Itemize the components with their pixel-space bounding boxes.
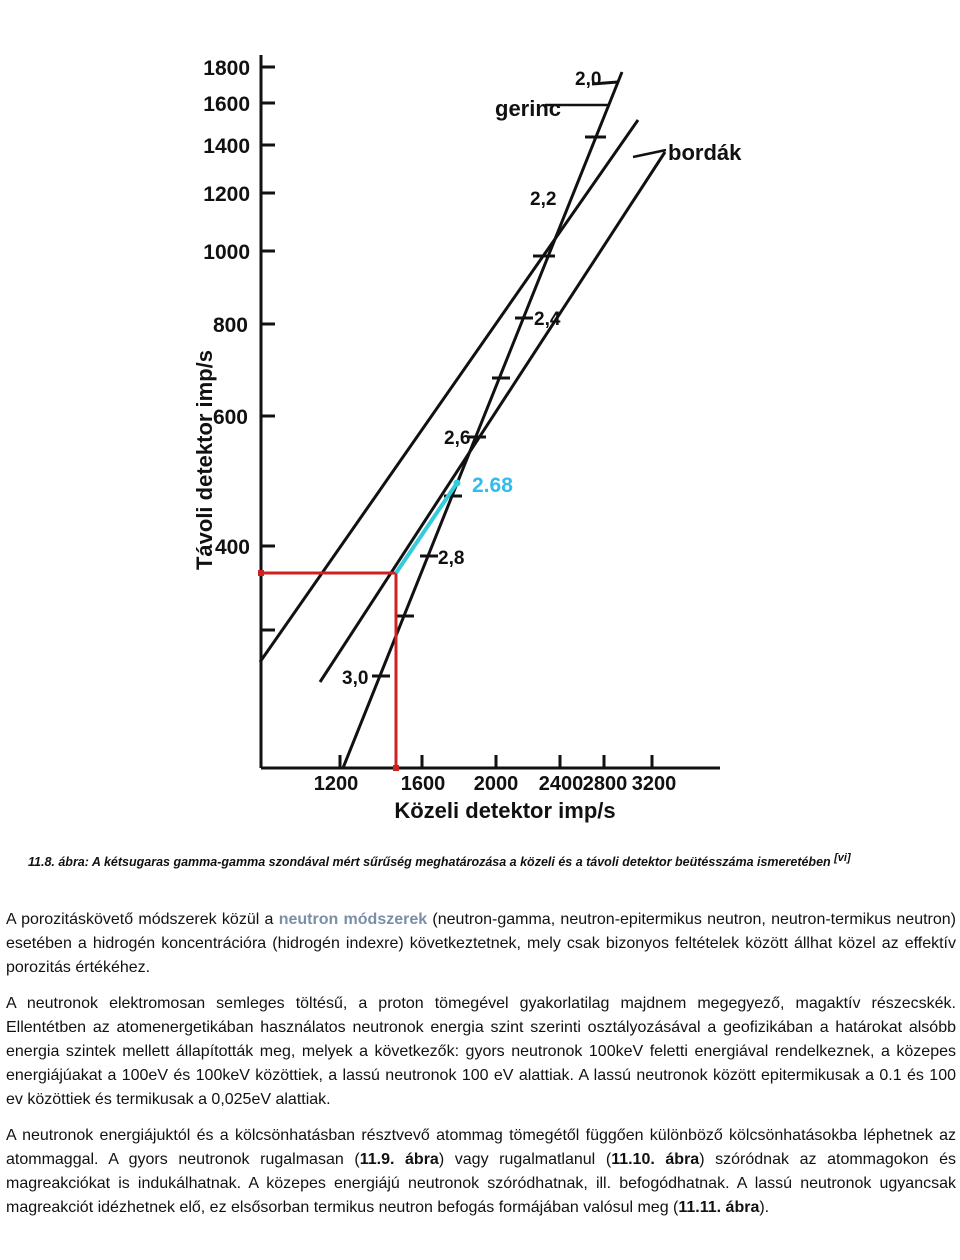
caption-reference: [vi]	[834, 852, 851, 864]
body-text	[6, 908, 956, 1232]
p3-s3: ) szóródnak az atommagokon és magreakciókat is indukálhatnak. A közepes energiájú neutronok szóródhatnak, ill. befogódhatnak. A lassú neutronok ugyancsak magreakciót idézhetnek elő, ez elsősorban termikus neutron befogás formájában valósul meg (	[6, 1151, 957, 1216]
highlight-density-label: 2.68	[472, 474, 513, 497]
figure-ref-11-10[interactable]: 11.10. ábra	[611, 1151, 700, 1168]
density-labels	[342, 69, 601, 689]
x-tick-label: 2800	[582, 773, 628, 795]
y-tick-label: 400	[214, 536, 250, 559]
p3-s4: ).	[759, 1199, 770, 1216]
spine-label: gerinc	[495, 96, 562, 121]
y-tick-label: 1400	[203, 135, 250, 158]
density-line-main	[343, 72, 622, 768]
p1-after: (neutron-gamma, neutron-epitermikus neutron, neutron-termikus neutron) esetében a hidrogén koncentrációra (hidrogén indexre) következtetnek, mely csak bizonyos feltételek között állhat közel az effektív porozitás értékéhez.	[6, 911, 956, 976]
x-tick-labels	[314, 773, 677, 795]
p1-before: A porozitáskövető módszerek közül a	[6, 911, 279, 928]
rib-line-left	[260, 120, 638, 662]
density-label: 2,0	[575, 69, 602, 90]
p3-s1: A neutronok energiájuktól és a kölcsönhatásban résztvevő atommag tömegétől függően különböző kölcsönhatásokba léphetnek az atommaggal. A gyors neutronok rugalmasan (	[6, 1127, 956, 1168]
y-tick-label: 1200	[203, 183, 250, 206]
y-ticks	[261, 67, 275, 630]
caption-text: ábra: A kétsugaras gamma-gamma szondával mért sűrűség meghatározása a közeli és a távoli detektor beütésszáma ismeretében	[58, 855, 831, 870]
rib-line-right	[320, 152, 665, 682]
p3-s2: ) vagy rugalmatlanul (	[438, 1151, 612, 1168]
y-axis-title: Távoli detektor imp/s	[192, 349, 217, 571]
caption-number: 11.8.	[28, 855, 55, 870]
cyan-endpoint	[454, 480, 461, 487]
y-tick-label: 1600	[203, 93, 250, 116]
x-tick-label: 3200	[631, 773, 677, 795]
x-tick-label: 1600	[400, 773, 446, 795]
density-label: 2,8	[438, 548, 465, 569]
density-label: 2,6	[444, 428, 471, 449]
axes	[261, 55, 720, 768]
y-tick-label: 800	[212, 314, 248, 337]
y-tick-label: 1800	[203, 57, 250, 80]
x-axis-title: Közeli detektor imp/s	[394, 798, 616, 823]
density-label: 3,0	[342, 668, 369, 689]
density-label: 2,4	[534, 309, 561, 330]
paragraph-1	[6, 908, 956, 980]
figure-caption	[28, 852, 938, 869]
figure-ref-11-11[interactable]: 11.11. ábra	[678, 1199, 760, 1216]
ribs-label: bordák	[668, 140, 742, 165]
x-tick-label: 1200	[313, 773, 359, 795]
density-lines	[260, 72, 665, 768]
paragraph-2: A neutronok elektromosan semleges töltésű, a proton tömegével gyakorlatilag majdnem megegyező, magaktív részecskék. Ellentétben az atomenergetikában használatos neutronok energia szint szerinti osztályozásával a geofizikában a határokat alsóbb energia szintek mellett állapították meg, melyek a következők: gyors neutronok 100keV feletti energiával rendelkeznek, a közepes energiájúakat a 100eV és 100keV közöttiek, a lassú neutronok 100 eV alattiak. A lassú neutronok között epitermikusak a 0.1 és 100 ev közöttiek és termikusak a 0,025eV alattiak.	[6, 995, 956, 1108]
x-tick-label: 2000	[473, 773, 519, 795]
red-guide-marker-y	[258, 570, 264, 576]
x-ticks	[340, 755, 652, 768]
y-tick-label: 600	[212, 406, 248, 429]
density-label: 2,2	[530, 189, 557, 210]
red-guide-marker-x	[393, 765, 399, 771]
neutron-methods-highlight: neutron módszerek	[278, 911, 428, 928]
figure-ref-11-9[interactable]: 11.9. ábra	[359, 1151, 439, 1168]
x-tick-label: 2400	[538, 773, 584, 795]
y-tick-label: 1000	[203, 241, 250, 264]
paragraph-3	[6, 1124, 956, 1220]
